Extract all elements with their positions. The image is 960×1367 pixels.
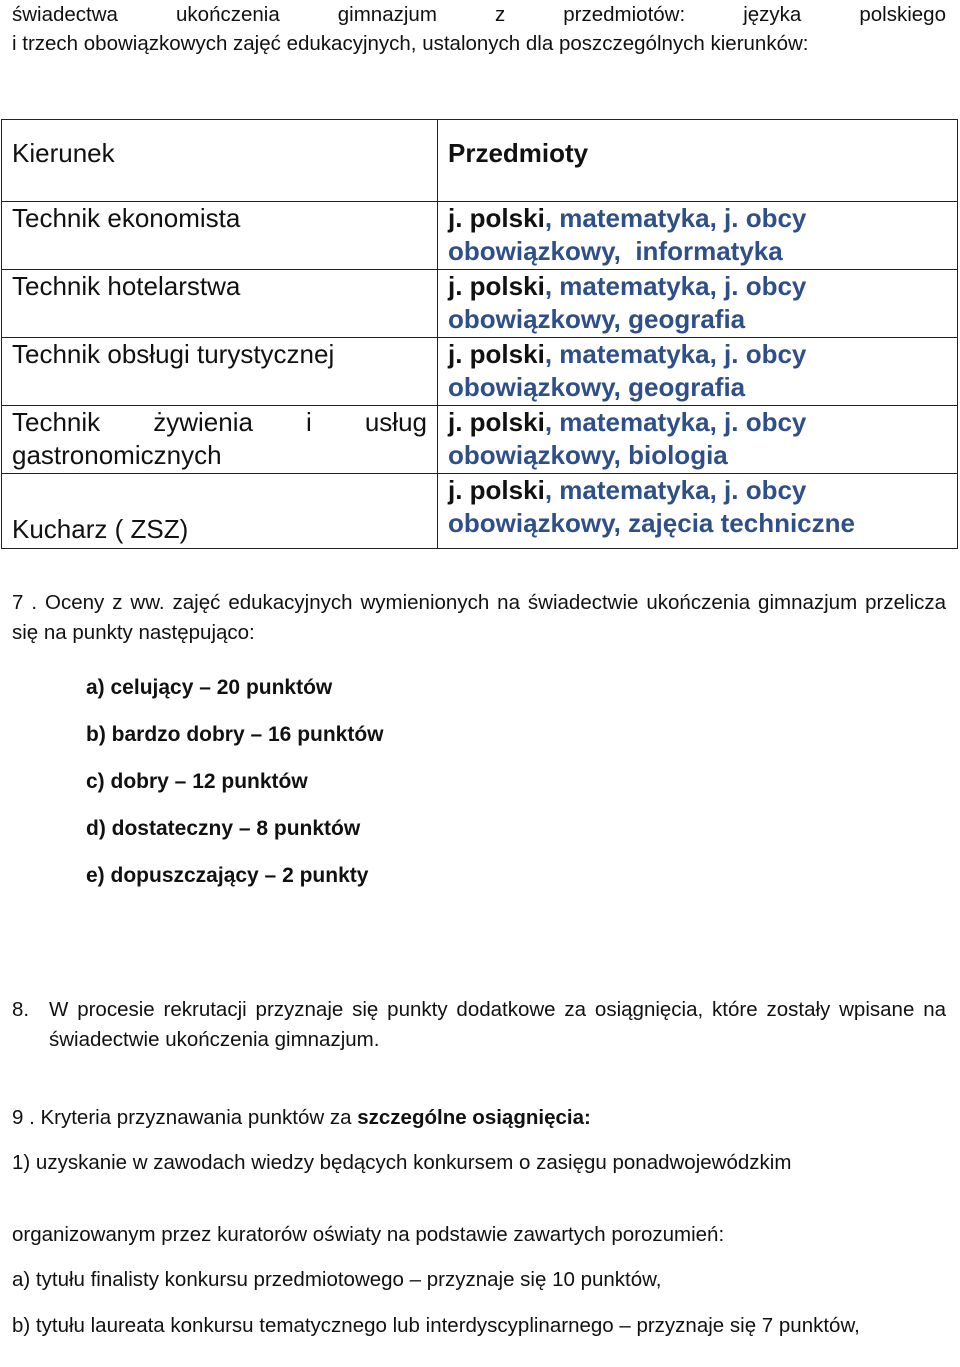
grades-list xyxy=(86,664,384,899)
list-item: d) dostateczny – 8 punktów xyxy=(86,817,361,840)
paragraph-8-text: W procesie rekrutacji przyznaje się punkty dodatkowe za osiągnięcia, które zostały wpisane na świadectwie ukończenia gimnazjum. xyxy=(49,998,946,1051)
subject-extra: zajęcia techniczne xyxy=(620,508,855,538)
table-row xyxy=(2,202,958,270)
subject-extra: geografia xyxy=(620,372,746,402)
subject-rest: , matematyka, j. obcy obowiązkowy, xyxy=(448,339,807,402)
kierunek-cell: Technik hotelarstwa xyxy=(2,270,438,338)
przedmioty-cell xyxy=(438,202,958,270)
paragraph-9-bold: szczególne osiągnięcia: xyxy=(357,1106,591,1129)
kierunek-cell xyxy=(2,474,438,549)
przedmioty-cell xyxy=(438,474,958,549)
subject-rest: , matematyka, j. obcy obowiązkowy, xyxy=(448,271,807,334)
table-row xyxy=(2,270,958,338)
przedmioty-cell xyxy=(438,270,958,338)
paragraph-9-heading xyxy=(12,1103,946,1133)
kierunek-label: Kucharz ( ZSZ) xyxy=(12,514,189,544)
paragraph-9-prefix: 9 . Kryteria przyznawania punktów za xyxy=(12,1106,358,1129)
paragraph-9-item-b: b) tytułu laureata konkursu tematycznego lub interdyscyplinarnego – przyznaje się 7 punktów, xyxy=(12,1314,860,1337)
subject-polish: j. polski xyxy=(448,475,545,505)
table-header-row xyxy=(2,120,958,202)
subjects-table xyxy=(1,119,958,549)
intro-line-2: i trzech obowiązkowych zajęć edukacyjnych, ustalonych dla poszczególnych kierunków: xyxy=(12,32,809,55)
intro-line-1: świadectwa ukończenia gimnazjum z przedmiotów: języka polskiego xyxy=(12,3,946,26)
paragraph-7: 7 . Oceny z ww. zajęć edukacyjnych wymienionych na świadectwie ukończenia gimnazjum przelicza się na punkty następująco: xyxy=(12,591,946,644)
kierunek-cell: Technik żywienia i usług gastronomicznych xyxy=(2,406,438,474)
table-row xyxy=(2,474,958,549)
subject-rest: , matematyka, j. obcy obowiązkowy, xyxy=(448,203,807,266)
subject-extra: biologia xyxy=(620,440,728,470)
subject-extra: geografia xyxy=(620,304,746,334)
header-przedmioty: Przedmioty xyxy=(438,120,958,202)
kierunek-cell: Technik obsługi turystycznej xyxy=(2,338,438,406)
paragraph-8 xyxy=(12,995,946,1055)
paragraph-8-number: 8. xyxy=(12,998,30,1021)
list-item: c) dobry – 12 punktów xyxy=(86,770,308,793)
przedmioty-cell xyxy=(438,338,958,406)
list-item: a) celujący – 20 punktów xyxy=(86,676,333,699)
subject-extra: informatyka xyxy=(620,236,783,266)
list-item: b) bardzo dobry – 16 punktów xyxy=(86,723,384,746)
intro-paragraph xyxy=(12,0,946,58)
subject-rest: , matematyka, j. obcy obowiązkowy, xyxy=(448,475,807,538)
kierunek-cell: Technik ekonomista xyxy=(2,202,438,270)
header-kierunek: Kierunek xyxy=(2,120,438,202)
subject-polish: j. polski xyxy=(448,407,545,437)
subject-polish: j. polski xyxy=(448,339,545,369)
list-item: e) dopuszczający – 2 punkty xyxy=(86,864,369,887)
przedmioty-cell xyxy=(438,406,958,474)
subject-polish: j. polski xyxy=(448,271,545,301)
paragraph-9-item-1b: organizowanym przez kuratorów oświaty na podstawie zawartych porozumień: xyxy=(12,1223,725,1246)
table-row xyxy=(2,338,958,406)
subject-polish: j. polski xyxy=(448,203,545,233)
paragraph-9-item-1: 1) uzyskanie w zawodach wiedzy będących konkursem o zasięgu ponadwojewódzkim xyxy=(12,1151,792,1174)
paragraph-9-item-a: a) tytułu finalisty konkursu przedmiotowego – przyznaje się 10 punktów, xyxy=(12,1268,662,1291)
subject-rest: , matematyka, j. obcy obowiązkowy, xyxy=(448,407,807,470)
table-row xyxy=(2,406,958,474)
